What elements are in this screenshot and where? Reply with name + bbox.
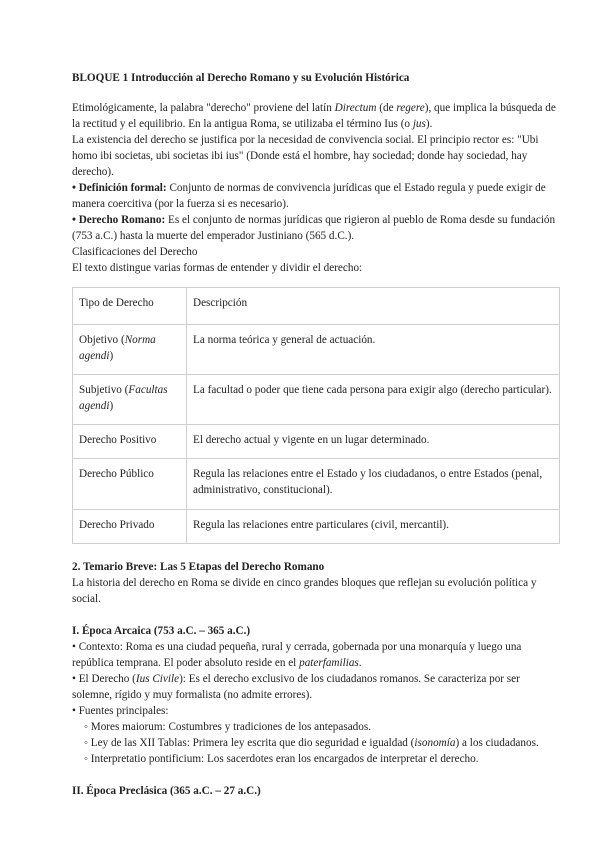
table-row [73, 325, 560, 375]
classification-table [72, 287, 560, 544]
temario-title: 2. Temario Breve: Las 5 Etapas del Derecho Romano [72, 561, 325, 573]
existence-paragraph: La existencia del derecho se justifica por la necesidad de convivencia social. El principio rector es: "Ubi homo ibi societas, ubi societas ibi ius" (Donde está el hombre, hay sociedad; donde hay sociedad, hay derecho). [72, 134, 539, 178]
table-header-row [73, 288, 560, 325]
fuente-xii-tablas: ◦ Ley de las XII Tablas: Primera ley escrita que dio seguridad e igualdad (isonomía) a los ciudadanos. [84, 737, 539, 749]
table-row [73, 459, 560, 510]
table-cell-type: Derecho Privado [73, 510, 187, 544]
definition-derecho-romano: • Derecho Romano: Es el conjunto de normas jurídicas que rigieron al pueblo de Roma desde su fundación (753 a.C.) hasta la muerte del emperador Justiniano (565 d.C.). [72, 214, 556, 242]
classification-title: Clasificaciones del Derecho [72, 246, 198, 258]
table-header-cell: Descripción [187, 288, 560, 325]
classification-intro: El texto distingue varias formas de entender y dividir el derecho: [72, 262, 363, 274]
fuente-interpretatio: ◦ Interpretatio pontificium: Los sacerdotes eran los encargados de interpretar el derecho. [84, 753, 479, 765]
document-page [72, 70, 562, 799]
temario-intro: La historia del derecho en Roma se divide en cinco grandes bloques que reflejan su evolución política y social. [72, 577, 537, 605]
table-row [73, 425, 560, 459]
table-cell-description: Regula las relaciones entre particulares (civil, mercantil). [187, 510, 560, 544]
epoca-preclasica-title: II. Época Preclásica (365 a.C. – 27 a.C.) [72, 785, 261, 797]
table-cell-description: El derecho actual y vigente en un lugar determinado. [187, 425, 560, 459]
table-cell-type: Derecho Público [73, 459, 187, 510]
table-cell-description: La norma teórica y general de actuación. [187, 325, 560, 375]
epoca-arcaica-derecho: • El Derecho (Ius Civile): Es el derecho exclusivo de los ciudadanos romanos. Se caracteriza por ser solemne, rígido y muy formalista (no admite errores). [72, 673, 520, 701]
epoca-arcaica-title: I. Época Arcaica (753 a.C. – 365 a.C.) [72, 625, 251, 637]
definition-formal: • Definición formal: Conjunto de normas de convivencia jurídicas que el Estado regula y puede exigir de manera coercitiva (por la fuerza si es necesario). [72, 182, 546, 210]
etymology-paragraph: Etimológicamente, la palabra "derecho" proviene del latín Directum (de regere), que implica la búsqueda de la rectitud y el equilibrio. En la antigua Roma, se utilizaba el término Ius (o jus). [72, 102, 556, 130]
table-cell-type: Objetivo (Norma agendi) [73, 325, 187, 375]
table-header-cell: Tipo de Derecho [73, 288, 187, 325]
table-cell-description: Regula las relaciones entre el Estado y los ciudadanos, o entre Estados (penal, administrativo, constitucional). [187, 459, 560, 510]
table-row [73, 510, 560, 544]
fuente-mores-maiorum: ◦ Mores maiorum: Costumbres y tradiciones de los antepasados. [84, 721, 372, 733]
epoca-arcaica-fuentes: • Fuentes principales: [72, 705, 169, 717]
table-cell-type: Derecho Positivo [73, 425, 187, 459]
epoca-arcaica-contexto: • Contexto: Roma es una ciudad pequeña, rural y cerrada, gobernada por una monarquía y luego una república temprana. El poder absoluto reside en el paterfamilias. [72, 641, 522, 669]
table-row [73, 375, 560, 425]
document-heading: BLOQUE 1 Introducción al Derecho Romano y su Evolución Histórica [72, 72, 410, 84]
table-cell-type: Subjetivo (Facultas agendi) [73, 375, 187, 425]
table-cell-description: La facultad o poder que tiene cada persona para exigir algo (derecho particular). [187, 375, 560, 425]
